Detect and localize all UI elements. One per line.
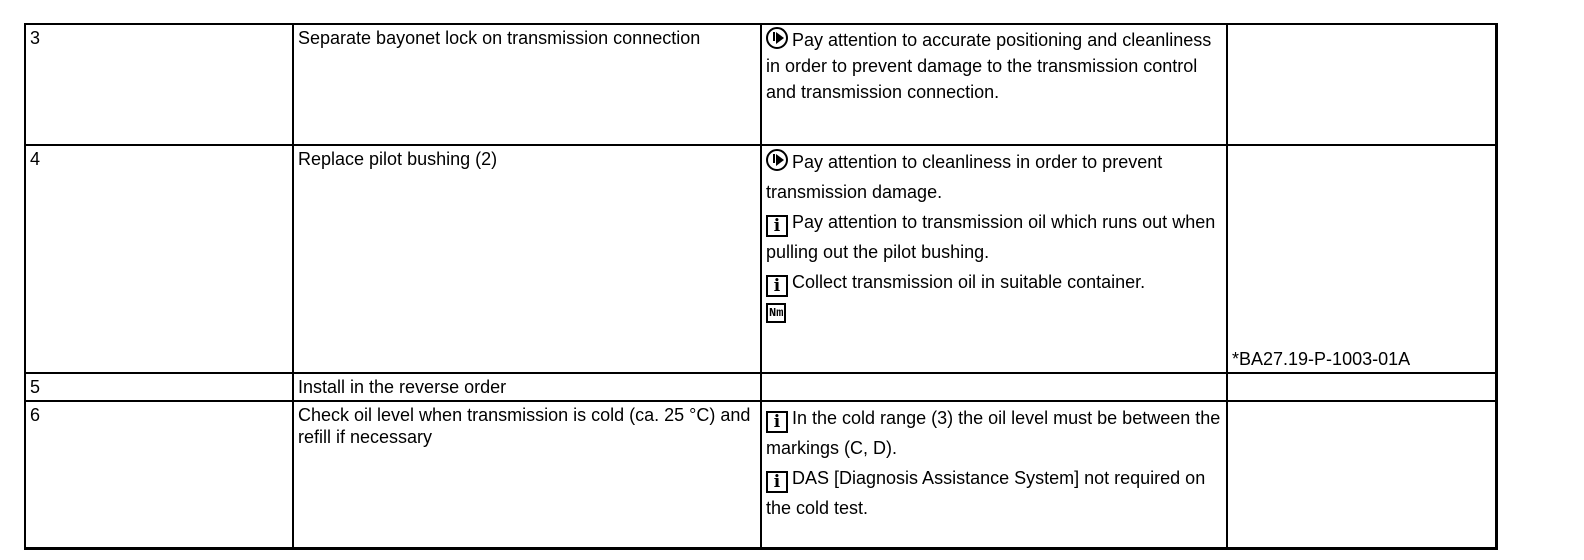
warning-hand-icon	[766, 27, 788, 49]
step-reference	[1227, 24, 1497, 145]
info-icon: i	[766, 275, 788, 297]
warning-hand-icon	[766, 149, 788, 171]
note-text: In the cold range (3) the oil level must be between the markings (C, D).	[766, 408, 1221, 458]
step-description: Install in the reverse order	[293, 373, 761, 401]
info-icon: i	[766, 215, 788, 237]
info-icon: i	[766, 471, 788, 493]
step-reference[interactable]: *BA27.19-P-1003-01A	[1227, 145, 1497, 373]
step-description: Replace pilot bushing (2)	[293, 145, 761, 373]
step-notes	[761, 145, 1227, 373]
table-row	[25, 373, 1497, 401]
note-line	[766, 207, 1222, 267]
step-description: Separate bayonet lock on transmission connection	[293, 24, 761, 145]
table-row	[25, 145, 1497, 373]
note-line	[766, 267, 1222, 297]
note-line	[766, 147, 1222, 207]
step-description: Check oil level when transmission is cold (ca. 25 °C) and refill if necessary	[293, 401, 761, 549]
step-number: 4	[25, 145, 293, 373]
note-line	[766, 463, 1222, 523]
step-notes	[761, 401, 1227, 549]
procedure-table	[24, 23, 1498, 550]
torque-nm-icon: Nm	[766, 303, 786, 323]
note-line	[766, 297, 1222, 327]
note-text: Pay attention to transmission oil which runs out when pulling out the pilot bushing.	[766, 212, 1216, 262]
note-line	[766, 403, 1222, 463]
table-row	[25, 24, 1497, 145]
step-notes	[761, 24, 1227, 145]
table-row	[25, 401, 1497, 549]
step-reference	[1227, 401, 1497, 549]
note-text: Collect transmission oil in suitable container.	[792, 272, 1146, 292]
step-number: 6	[25, 401, 293, 549]
info-icon: i	[766, 411, 788, 433]
note-text: DAS [Diagnosis Assistance System] not required on the cold test.	[766, 468, 1206, 518]
note-text: Pay attention to accurate positioning and cleanliness in order to prevent damage to the transmission control and transmission connection.	[766, 30, 1212, 102]
step-number: 3	[25, 24, 293, 145]
step-reference	[1227, 373, 1497, 401]
note-text: Pay attention to cleanliness in order to prevent transmission damage.	[766, 152, 1163, 202]
step-notes	[761, 373, 1227, 401]
step-number: 5	[25, 373, 293, 401]
